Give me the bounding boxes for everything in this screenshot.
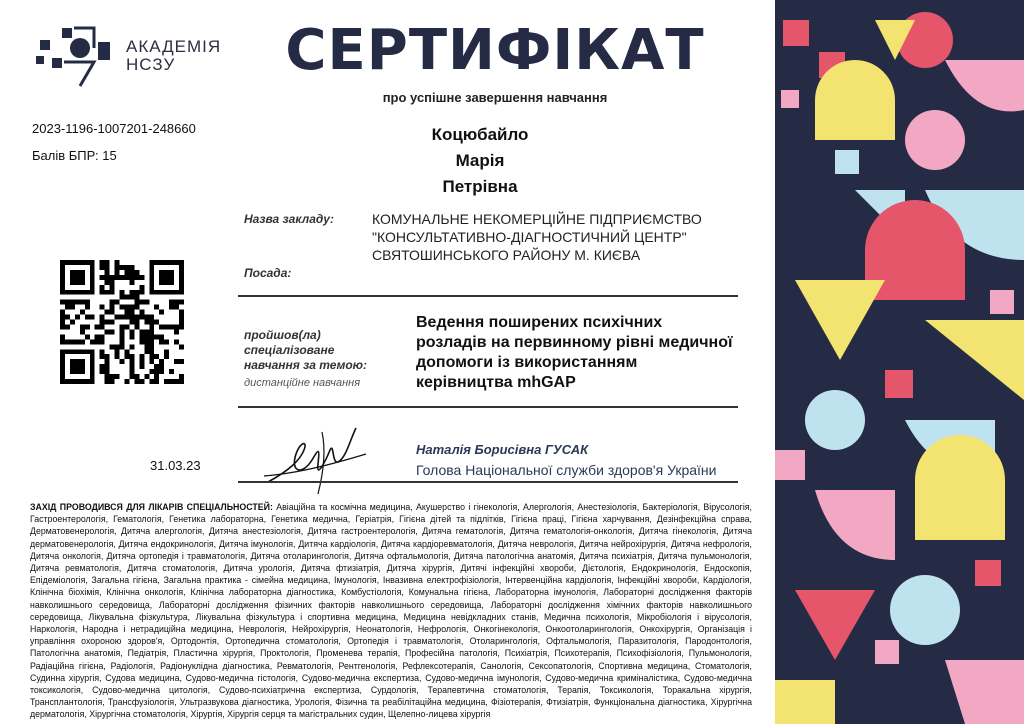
certificate-subtitle: про успішне завершення навчання <box>382 90 608 105</box>
course-label-line-1: пройшов(ла) <box>244 328 321 342</box>
bpr-points: Балів БПР: 15 <box>32 148 117 163</box>
recipient-first-name: Марія <box>455 151 505 170</box>
signature-icon <box>260 420 370 498</box>
logo-text <box>126 38 221 74</box>
institution-line-2: "КОНСУЛЬТАТИВНО-ДІАГНОСТИЧНИЙ ЦЕНТР" <box>372 229 687 245</box>
institution-line-3: СВЯТОШИНСЬКОГО РАЙОНУ М. КИЄВА <box>372 247 641 263</box>
course-title-line-4: керівництва mhGAP <box>416 374 576 391</box>
certificate-title: СЕРТИФІКАТ <box>285 18 705 83</box>
specialities-text: Авіаційна та космічна медицина, Акушерство і гінекологія, Алергологія, Анестезіологія, Бактеріологія, Вірусологія, Гастроентерологія, Гематологія, Генетика лабораторна, Генетика медична, Геріатрія, Гігієна дітей та підлітків, Гігієна праці, Гігієна харчування, Дезінфекційна справа, Дерматовенерологія, Дитяча алергологія, Дитяча анестезіологія, Дитяча гастроентерологія, Дитяча гематологія, Дитяча гематологія-онкологія, Дитяча гінекологія, Дитяча дерматовенерологія, Дитяча ендокринологія, Дитяча імунологія, Дитяча кардіологія, Дитяча кардіоревматологія, Дитяча неврологія, Дитяча нейрохірургія, Дитяча нефрологія, Дитяча онкологія, Дитяча ортопедія і травматологія, Дитяча отоларингологія, Дитяча офтальмологія, Дитяча патологічна анатомія, Дитяча психіатрія, Дитяча пульмонологія, Дитяча ревматологія, Дитяча стоматологія, Дитяча урологія, Дитяча фтизіатрія, Дитяча хірургія, Дитячі інфекційні хвороби, Дієтологія, Ендокринологія, Ендоскопія, Епідеміологія, Загальна гігієна, Загальна практика - сімейна медицина, Імунологія, Інвазивна електрофізіологія, Інтервенційна кардіологія, Інфекційні хвороби, Кардіологія, Клінічна біохімія, Клінічна онкологія, Клінічна лабораторна діагностика, Комбустіологія, Комунальна гігієна, Лабораторна імунологія, Лабораторні дослідження факторів навколишнього середовища, Лабораторні дослідження фізичних факторів навколишнього середовища, Лабораторні дослідження хімічних факторів навколишнього середовища, Лікувальна фізкультура, Лікувальна фізкультура і спортивна медицина, Медицина невідкладних станів, Медична психологія, Мікробіологія і вірусологія, Наркологія, Народна і нетрадиційна медицина, Неврологія, Нейрохірургія, Неонатологія, Нефрологія, Онкогінекологія, Онкоотоларингологія, Онкохірургія, Організація і управління охороною здоров'я, Ортодонтія, Ортопедична стоматологія, Ортопедія і травматологія, Отоларингологія, Офтальмологія, Паразитологія, Пародонтологія, Патологічна анатомія, Педіатрія, Пластична хірургія, Проктологія, Променева терапія, Професійна патологія, Психіатрія, Психотерапія, Психофізіологія, Пульмонологія, Радіаційна гігієна, Радіологія, Радіонуклідна діагностика, Ревматологія, Рентгенологія, Рефлексотерапія, Санологія, Сексопатологія, Спортивна медицина, Стоматологія, Судинна хірургія, Судова медицина, Судово-медична гістологія, Судово-медична експертиза, Судово-медична імунологія, Судово-медична криміналістика, Судово-медична токсикологія, Судово-медична цитологія, Судово-психіатрична експертиза, Сурдологія, Терапевтична стоматологія, Терапія, Токсикологія, Торакальна хірургія, Трансплантологія, Трансфузіологія, Ультразвукова діагностика, Урологія, Фізична та реабілітаційна медицина, Фізіотерапія, Фтизіатрія, Функціональна діагностика, Хірургічна дерматологія, Хірургічна стоматологія, Хірургія, Хірургія серця та магістральних судин, Щелепно-лицева хірургія <box>30 502 752 720</box>
logo-line-1: АКАДЕМІЯ <box>126 37 222 56</box>
signer-title: Голова Національної служби здоров'я України <box>416 462 717 478</box>
institution-line-1: КОМУНАЛЬНЕ НЕКОМЕРЦІЙНЕ ПІДПРИЄМСТВО <box>372 211 702 227</box>
specialities-heading: ЗАХІД ПРОВОДИВСЯ ДЛЯ ЛІКАРІВ СПЕЦІАЛЬНОСТЕЙ: <box>30 502 273 512</box>
course-label <box>244 328 394 373</box>
divider <box>238 295 738 297</box>
position-label: Посада: <box>244 266 292 280</box>
divider <box>238 406 738 408</box>
certificate-number: 2023-1196-1007201-248660 <box>32 121 196 136</box>
course-title-line-1: Ведення поширених психічних <box>416 314 663 331</box>
institution-name <box>372 210 752 264</box>
decorative-pattern <box>775 0 1024 724</box>
signer-name: Наталія Борисівна ГУСАК <box>416 442 589 457</box>
recipient-patronymic: Петрівна <box>442 177 518 196</box>
training-mode: дистанційне навчання <box>244 377 361 389</box>
course-label-line-3: навчання за темою: <box>244 358 368 372</box>
logo-line-2: НСЗУ <box>126 55 176 74</box>
divider <box>238 481 738 483</box>
recipient-last-name: Коцюбайло <box>431 125 529 144</box>
institution-label: Назва закладу: <box>244 212 334 226</box>
course-label-line-2: спеціалізоване <box>244 343 335 357</box>
course-title-line-3: допомоги із використанням <box>416 354 638 371</box>
specialities-list <box>30 501 752 721</box>
issue-date: 31.03.23 <box>150 458 201 473</box>
course-title-line-2: розладів на первинному рівні медичної <box>416 334 733 351</box>
qr-code-icon <box>60 260 184 384</box>
academy-logo-icon <box>34 22 118 88</box>
course-title <box>416 313 756 393</box>
recipient-name <box>380 122 580 200</box>
